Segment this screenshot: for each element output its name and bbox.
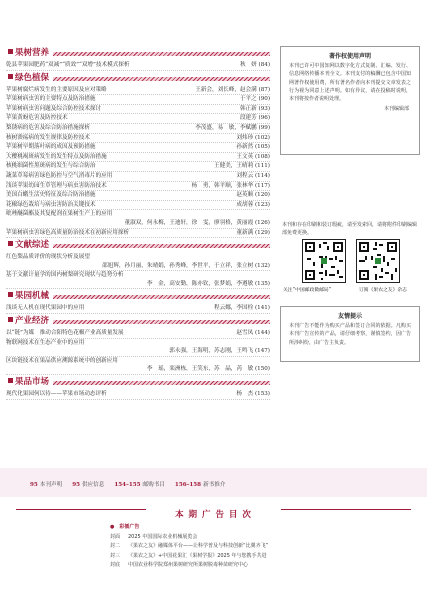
entry-title: 乾县苹果园肥药“双减”“质效”“双增”技术模式探析 [6, 62, 130, 68]
entry-authors-page: 郭永强，王海明，苏志刚，王鸣飞 (147) [169, 348, 270, 355]
ad-text: 中国农业科学院郑州果树研究所果树脱毒种苗研究中心 [128, 562, 249, 569]
ad-item [110, 552, 410, 562]
ad-item [110, 542, 410, 552]
copyright-body: 本刊已许可中国知网以数字化方式复制、汇编、发行、信息网络传播本刊全文。本刊支付的稿酬已包含中国知网著作权使用费，所有著名作者向本刊提交文章发表之行为视为同意上述声明。如有异议，请在投稿时说明，本刊将按作者说明处理。 [289, 63, 411, 103]
entry-title: 苹果树早期落叶病的成因及预防措施 [6, 144, 96, 151]
section-bullet-icon [8, 241, 13, 246]
entry-authors-page: 李茂盛，易 敏，李赋鹏 (99) [195, 124, 270, 131]
toc-entry[interactable] [6, 191, 270, 201]
entry-title: 吡唑醚菌酯及其复配剂在果树生产上的应用 [6, 211, 113, 218]
footer-page-ref: 156–158 新书推介 [174, 482, 226, 488]
toc-entry[interactable] [6, 105, 270, 115]
footer-pages [30, 480, 235, 488]
entry-title: 物联网技术在生态产业中的应用 [6, 339, 85, 346]
toc-entry[interactable] [6, 304, 270, 314]
section-bullet-icon [8, 74, 13, 79]
entry-title: 梨锈病的危害及综合防治措施探析 [6, 124, 90, 131]
entry-authors-page: 李 金，高安勤，陈亦钦，张梦娟，李遵敏 (135) [146, 280, 270, 287]
toc-entry[interactable] [6, 219, 270, 229]
ad-index-header [0, 502, 427, 520]
section-title: 果树营养 [6, 48, 53, 59]
entry-authors-page: 成胡蓉 (123) [236, 201, 270, 208]
toc-entry[interactable] [6, 339, 270, 348]
entry-title: 核树溃疡病的发生规律及防控技术 [6, 134, 90, 141]
toc-entry[interactable] [6, 114, 270, 124]
notice-box [280, 306, 420, 362]
toc-entry[interactable] [6, 182, 270, 192]
section-title: 果园机械 [6, 291, 53, 302]
entry-authors-page: 秋 妍 (84) [239, 62, 270, 68]
notice-title: 友情提示 [337, 313, 362, 320]
section-bullet-icon [8, 317, 13, 322]
section-title: 绿色植保 [6, 73, 53, 84]
toc-section [6, 291, 270, 314]
toc-entry[interactable] [6, 201, 270, 211]
toc-column [6, 46, 270, 401]
section-header [6, 73, 270, 84]
qr-note: 本刊和存在印刷和装订瑕疵，请至发索回，请将附件印刷编辑部免费更换。 [282, 222, 418, 236]
entry-authors-page: 王新会，刘长峰，赵会满 (87) [195, 86, 270, 93]
section-bullet-icon [8, 49, 13, 54]
toc-section [6, 316, 270, 375]
section-title: 果品市场 [6, 377, 53, 388]
entry-title: 以“链”为媒 推动合阳特色花椒产业高质量发展 [6, 330, 124, 337]
toc-entry[interactable] [6, 229, 270, 239]
entry-authors-page: 段建芳 (96) [239, 115, 270, 122]
entry-title: 苹果树病虫害的主要特点及防治措施 [6, 96, 96, 103]
entry-authors-page: 程云娜，李国栓 (141) [214, 305, 270, 312]
toc-section [6, 377, 270, 400]
qr-code-subscribe[interactable] [356, 239, 400, 283]
toc-entry[interactable] [6, 365, 270, 375]
toc-section [6, 73, 270, 239]
entry-title: 核桃细菌性黑斑病的发生与综合防治 [6, 163, 96, 170]
ad-category: ● 彩插广告 [110, 524, 140, 530]
qr1-caption: 关注“中国邮政微邮局” [283, 288, 332, 293]
ad-position: 封底 [110, 562, 121, 569]
entry-authors-page: 杨 杰 (153) [236, 391, 270, 398]
copyright-sign: 本刊编辑部 [383, 106, 409, 113]
toc-entry[interactable] [6, 390, 270, 400]
entry-title: 苹果黄蚜危害及防控技术 [6, 115, 68, 122]
footer-page-ref: 95 供应信息 [72, 482, 105, 488]
entry-authors-page: 韩正新 (93) [239, 105, 270, 112]
entry-title: 苹果树病虫害问题及综合防控技术探讨 [6, 105, 102, 112]
entry-authors-page: 孙新然 (105) [236, 144, 270, 151]
section-header [6, 240, 270, 251]
toc-entry[interactable] [6, 347, 270, 357]
toc-entry[interactable] [6, 172, 270, 182]
footer-page-ref: 154–155 邮购书目 [114, 482, 165, 488]
entry-title: 花椒绿色栽培与病虫害防治关键技术 [6, 201, 96, 208]
section-title: 产业经济 [6, 316, 53, 327]
qr2-caption: 订阅《果农之友》杂志 [359, 288, 407, 293]
toc-entry[interactable] [6, 124, 270, 134]
entry-authors-page: 刘炜珍 (102) [236, 134, 270, 141]
entry-title: 区块链技术在果品供应溯源系统中的创新应用 [6, 357, 118, 364]
entry-authors-page: 董淑双，何永梅，王迪轩，徐 雯，廖羽格，黄丽霞 (126) [124, 219, 270, 226]
toc-entry[interactable] [6, 153, 270, 163]
entry-authors-page: 杨 勇，韩平顺，张林华 (117) [191, 182, 270, 189]
toc-entry[interactable] [6, 280, 270, 290]
toc-entry[interactable] [6, 134, 270, 144]
section-title: 文献综述 [6, 240, 53, 251]
qr-code-wechat-post[interactable] [302, 239, 346, 283]
footer-page-ref: 95 本刊声明 [30, 482, 63, 488]
notice-body: 本刊广告不能作为购买产品和签订合同的依据。凡购买本刊广告宣传的产品，请仔细考察，谨慎签约，因广告所涉纠纷，由广告主负责。 [289, 323, 411, 346]
ad-position: 封二 [110, 543, 121, 550]
entry-authors-page: 赵英顺 (120) [236, 192, 270, 199]
toc-entry[interactable] [6, 86, 270, 96]
copyright-title: 著作权使用声明 [328, 53, 371, 60]
ad-list [110, 523, 410, 571]
section-bullet-icon [8, 378, 13, 383]
entry-authors-page: 邵旭辉，孙月丽，朱晴娟，孙秀峰，李世平，于立祥，张立树 (132) [102, 262, 270, 269]
toc-entry[interactable] [6, 210, 270, 219]
entry-title: 现代化果园何以待——苹果市场动态评析 [6, 391, 107, 398]
ad-position: 封面 [110, 533, 121, 540]
ad-text: 《果农之友》融媒体平台——让科学普及与科技创新“比翼齐飞” [128, 543, 269, 550]
toc-entry[interactable] [6, 329, 270, 339]
entry-title: 基于文献计量学的国内树梨研究现状与趋势分析 [6, 272, 124, 279]
section-header [6, 316, 270, 327]
toc-section [6, 240, 270, 289]
ad-item [110, 561, 410, 571]
ad-text: 《果农之友》+中国花果汇《果树学报》2025 年与您携手共进 [128, 552, 267, 559]
ad-item [110, 533, 410, 543]
section-bullet-icon [8, 292, 13, 297]
entry-title: 美国白蛾生活史特征及综合防治措施 [6, 192, 96, 199]
entry-title: 红色梨品质评价的现状分析及展望 [6, 254, 90, 261]
toc-entry[interactable] [6, 357, 270, 366]
entry-authors-page: 于平之 (90) [239, 96, 270, 103]
entry-authors-page: 王文英 (108) [236, 153, 270, 160]
toc-entry[interactable] [6, 95, 270, 105]
entry-authors-page: 李 瑶，栾洲栋，王笑东，苏 晶，芮 敏 (150) [146, 366, 270, 373]
entry-authors-page: 赵雪凤 (144) [236, 330, 270, 337]
section-header [6, 291, 270, 302]
section-header [6, 48, 270, 59]
toc-entry[interactable] [6, 143, 270, 153]
entry-title: 蔬菜草莓病害绿色防控与空气消毒片的应用 [6, 172, 113, 179]
entry-title: 浅谈苹果幼园生草管理与病虫害防治技术 [6, 182, 107, 189]
entry-authors-page: 刘程云 (114) [236, 172, 270, 179]
section-header [6, 377, 270, 388]
copyright-box [280, 46, 420, 155]
entry-title: 苹果树腐烂病发生的主要原因及应对策略 [6, 86, 107, 93]
toc-entry[interactable] [6, 61, 270, 71]
ad-text: 2025 中国国际农业机械展览会 [128, 533, 198, 540]
toc-entry[interactable] [6, 162, 270, 172]
toc-section [6, 48, 270, 71]
ad-index-title: 本 期 广 告 目 次 [175, 510, 252, 520]
entry-title: 浅谈无人机在现代果园中的应用 [6, 305, 85, 312]
ad-position: 封三 [110, 552, 121, 559]
entry-authors-page: 董新满 (129) [236, 229, 270, 236]
toc-entry[interactable] [6, 271, 270, 280]
toc-entry[interactable] [6, 262, 270, 272]
toc-entry[interactable] [6, 253, 270, 262]
entry-authors-page: 王健美，王晴莉 (111) [214, 163, 270, 170]
entry-title: 大樱桃褐斑病发生的发生特点及防治措施 [6, 153, 107, 160]
entry-title: 苹果树病虫害绿色高质量防治技术在初新应用探析 [6, 229, 130, 236]
